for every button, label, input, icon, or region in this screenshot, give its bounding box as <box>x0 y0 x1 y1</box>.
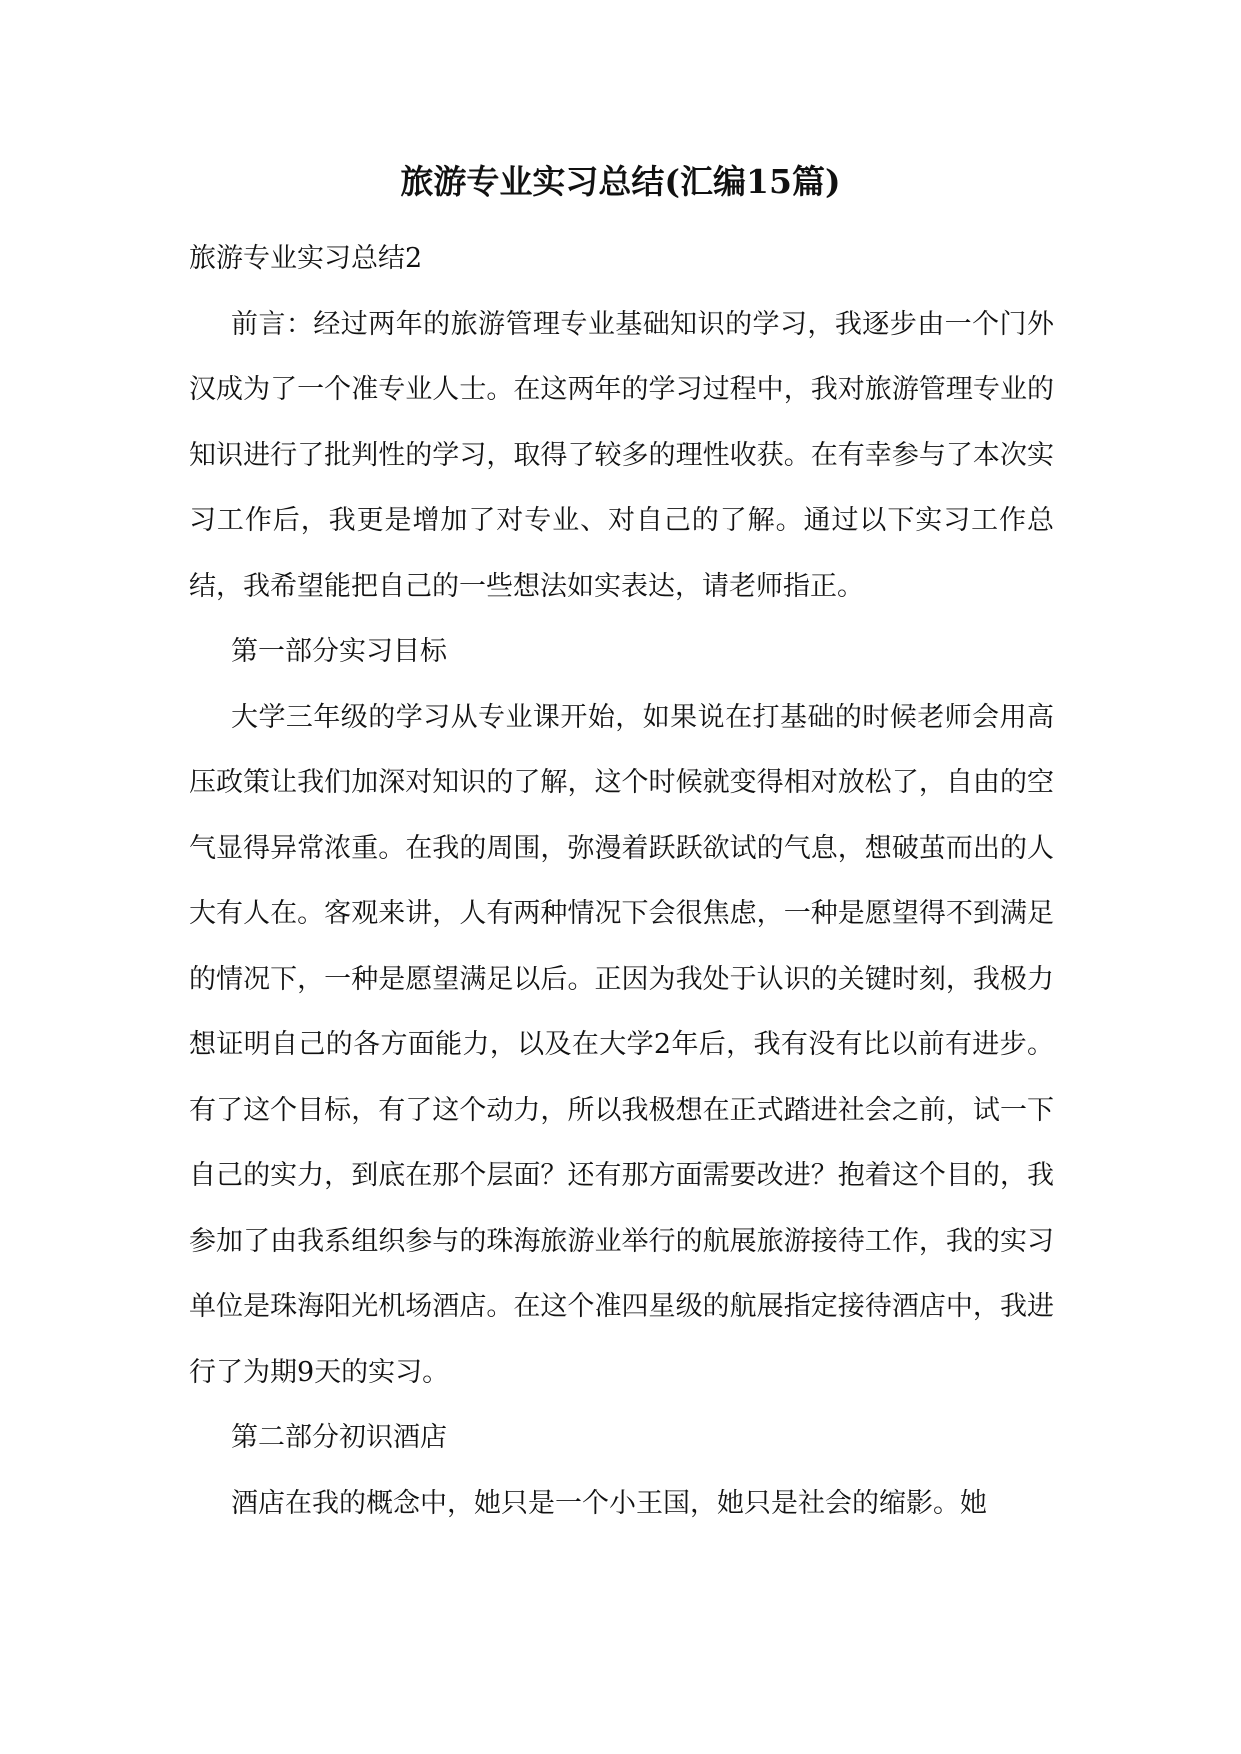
document-body <box>189 226 1054 1536</box>
section-heading-1: 第一部分实习目标 <box>231 636 447 667</box>
section-heading-2: 第二部分初识酒店 <box>231 1422 447 1453</box>
paragraph-hotel: 酒店在我的概念中，她只是一个小王国，她只是社会的缩影。她 <box>231 1487 987 1519</box>
document-title: 旅游专业实习总结(汇编15篇) <box>400 162 841 201</box>
paragraph-goal: 大学三年级的学习从专业课开始，如果说在打基础的时候老师会用高压政策让我们加深对知识的了解，这个时候就变得相对放松了，自由的空气显得异常浓重。在我的周围，弥漫着跃跃欲试的气息，想破茧而出的人大有人在。客观来讲，人有两种情况下会很焦虑，一种是愿望得不到满足的情况下，一种是愿望满足以后。正因为我处于认识的关键时刻，我极力想证明自己的各方面能力，以及在大学2年后，我有没有比以前有进步。有了这个目标，有了这个动力，所以我极想在正式踏进社会之前，试一下自己的实力，到底在那个层面？还有那方面需要改进？抱着这个目的，我参加了由我系组织参与的珠海旅游业举行的航展旅游接待工作，我的实习单位是珠海阳光机场酒店。在这个准四星级的航展指定接待酒店中，我进行了为期9天的实习。 <box>189 701 1054 1388</box>
paragraph-preface: 前言：经过两年的旅游管理专业基础知识的学习，我逐步由一个门外汉成为了一个准专业人士。在这两年的学习过程中，我对旅游管理专业的知识进行了批判性的学习，取得了较多的理性收获。在有幸参与了本次实习工作后，我更是增加了对专业、对自己的了解。通过以下实习工作总结，我希望能把自己的一些想法如实表达，请老师指正。 <box>189 308 1054 602</box>
document-subtitle: 旅游专业实习总结2 <box>189 243 423 274</box>
